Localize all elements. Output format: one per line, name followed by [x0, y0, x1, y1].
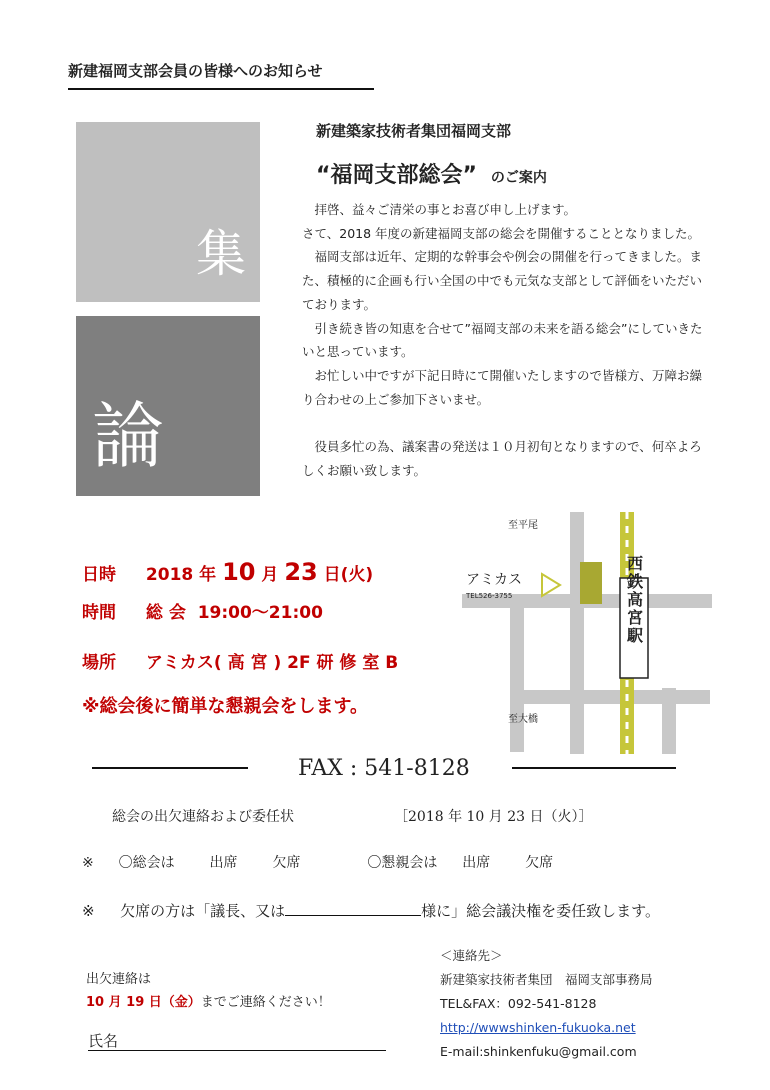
intro-paragraph: さて、2018 年度の新建福岡支部の総会を開催することとなりました。 [302, 225, 701, 241]
place-label: 場所 [82, 653, 116, 673]
event-date [82, 558, 373, 586]
deadline-rest: までご連絡ください！ [200, 995, 331, 1010]
map-station-label: 西鉄高宮駅 [624, 555, 644, 645]
general-absent-option[interactable]: 欠席 [272, 855, 301, 871]
contact-org: 新建築家技術者集団 福岡支部事務局 [440, 972, 653, 987]
map-venue-label: アミカス [466, 572, 522, 588]
intro-body [302, 198, 712, 482]
proxy-mark: ※ [82, 902, 95, 920]
fax-number: FAX : 541-8128 [298, 756, 470, 781]
proxy-name-blank[interactable] [285, 901, 421, 916]
party-note: ※総会後に簡単な懇親会をします。 [82, 696, 369, 717]
notice-heading: 新建福岡支部会員の皆様へのお知らせ [68, 62, 323, 80]
proxy-text-after: 様に」総会議決権を委任致します。 [421, 902, 660, 920]
attendance-row [82, 852, 553, 872]
general-attend-option[interactable]: 出席 [209, 855, 238, 871]
venue-building-icon [580, 562, 602, 604]
contact-block [440, 944, 653, 1064]
date-month-unit: 月 [261, 565, 279, 585]
event-title-suffix: のご案内 [490, 170, 547, 186]
event-title-main: “福岡支部総会” [316, 163, 477, 188]
party-absent-option[interactable]: 欠席 [525, 855, 554, 871]
fax-rule-right [512, 767, 676, 769]
intro-paragraph: 福岡支部は近年、定期的な幹事会や例会の開催を行ってきました。また、積極的に企画も行い全国の中でも元気な支部として評価をいただいております。 [302, 249, 703, 312]
date-year: 2018 年 [145, 565, 217, 585]
deco-kanji-top: 集 [196, 225, 246, 283]
proxy-row [82, 900, 660, 921]
date-day-unit: 日(火) [323, 565, 374, 585]
time-sub: 総 会 [145, 603, 186, 623]
name-input-line[interactable] [88, 1050, 386, 1051]
date-day: 23 [284, 558, 318, 586]
attend-mark: ※ [82, 855, 94, 871]
event-place [82, 648, 398, 673]
place-value: アミカス( 高 宮 ) 2F 研 修 室 B [145, 653, 399, 673]
contact-heading: ＜連絡先＞ [440, 948, 503, 963]
date-label: 日時 [82, 565, 116, 585]
attend-party-label: 〇懇親会は [367, 855, 438, 871]
proxy-text-before: 欠席の方は「議長、又は [120, 902, 286, 920]
intro-paragraph: 拝啓、益々ご清栄の事とお喜び申し上げます。 [314, 202, 577, 217]
intro-paragraph: 引き続き皆の知恵を合せて”福岡支部の未来を語る総会”にしていきたいと思っています。 [302, 320, 703, 360]
deco-kanji-bottom: 論 [92, 394, 165, 478]
map-roads [462, 512, 712, 754]
date-month: 10 [222, 558, 256, 586]
event-title [316, 158, 547, 189]
deco-box-light [76, 122, 260, 302]
map-north-label: 至平尾 [508, 520, 538, 531]
name-label: 氏名 [88, 1032, 119, 1050]
event-time [82, 598, 323, 623]
map-venue-tel: TEL526-3755 [466, 592, 513, 600]
organization-name: 新建築家技術者集団福岡支部 [316, 122, 512, 140]
attend-general-label: 〇総会は [118, 855, 175, 871]
time-label: 時間 [82, 603, 116, 623]
intro-paragraph: お忙しい中ですが下記日時にて開催いたしますので皆様方、万障お繰り合わせの上ご参加下さいませ。 [302, 367, 703, 407]
fax-rule-left [92, 767, 248, 769]
deco-box-dark [76, 316, 260, 496]
time-value: 19:00～21:00 [197, 603, 323, 623]
reply-title: 総会の出欠連絡および委任状 [112, 809, 294, 825]
intro-gap [302, 411, 712, 435]
venue-arrow-icon [542, 574, 560, 596]
venue-map [462, 512, 712, 754]
notice-underline [68, 88, 374, 90]
deadline-block [86, 968, 331, 1014]
deadline-line2 [86, 991, 331, 1014]
map-south-label: 至大橋 [508, 714, 538, 725]
contact-url-link[interactable]: http://wwwshinken-fukuoka.net [440, 1020, 636, 1035]
reply-date: ［2018 年 10 月 23 日（火）］ [394, 809, 593, 825]
contact-tel: TEL&FAX：092-541-8128 [440, 996, 597, 1011]
deadline-date: 10 月 19 日（金） [86, 995, 201, 1010]
intro-paragraph: 役員多忙の為、議案書の発送は１０月初旬となりますので、何卒よろしくお願い致します。 [302, 439, 702, 478]
deadline-line1: 出欠連絡は [86, 972, 152, 987]
contact-email: E-mail:shinkenfuku@gmail.com [440, 1044, 637, 1059]
party-attend-option[interactable]: 出席 [462, 855, 491, 871]
